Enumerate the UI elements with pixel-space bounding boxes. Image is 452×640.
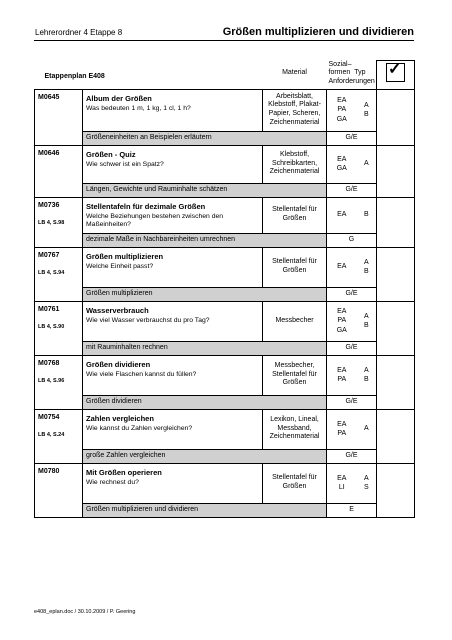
social-form: EA <box>337 308 347 316</box>
plan-goal-row <box>35 449 415 463</box>
done-cell <box>377 145 415 197</box>
plan-row <box>35 145 415 183</box>
social-form: EA <box>337 420 347 428</box>
requirement-level: G/E <box>327 395 377 409</box>
lesson-title: Stellentafeln für dezimale Größen <box>86 201 206 211</box>
module-code-cell <box>35 89 83 145</box>
social-form: EA <box>337 474 347 482</box>
header-course: Lehrerordner 4 Etappe 8 <box>35 28 123 37</box>
module-code-cell <box>35 463 83 517</box>
social-form: EA <box>337 97 347 105</box>
learning-goal: mit Rauminhalten rechnen <box>83 341 327 355</box>
social-forms-cell <box>327 409 357 449</box>
task-types-cell <box>357 247 377 287</box>
material-cell: Stellentafel für Größen <box>263 463 327 503</box>
requirement-level: E <box>327 503 377 517</box>
table-title-row <box>35 61 415 90</box>
plan-goal-row <box>35 503 415 517</box>
material-heading: Material <box>282 68 307 76</box>
module-code-cell <box>35 409 83 463</box>
task-types-cell <box>357 301 377 341</box>
lesson-question: Wie viel Wasser verbrauchst du pro Tag? <box>86 316 210 324</box>
requirement-level: G/E <box>327 131 377 145</box>
plan-goal-row <box>35 183 415 197</box>
task-types-cell <box>357 355 377 395</box>
learning-goal: dezimale Maße in Nachbareinheiten umrechnen <box>83 233 327 247</box>
material-cell: Lexikon, Lineal, Messband, Zeichenmaterial <box>263 409 327 449</box>
social-form: GA <box>336 326 347 334</box>
task-type: B <box>363 211 369 219</box>
requirement-level: G <box>327 233 377 247</box>
lesson-cell <box>83 89 263 131</box>
textbook-ref: LB 4, S.98 <box>38 220 65 227</box>
task-type: A <box>363 474 369 482</box>
social-form: EA <box>337 155 347 163</box>
plan-row <box>35 409 415 449</box>
plan-goal-row <box>35 287 415 301</box>
lesson-cell <box>83 145 263 183</box>
social-form: PA <box>337 317 347 325</box>
social-forms-cell <box>327 463 357 503</box>
footer-docinfo: e408_eplan.doc / 30.10.2009 / P. Geering <box>34 609 136 615</box>
done-cell <box>377 409 415 463</box>
task-type: A <box>363 312 369 320</box>
textbook-ref: LB 4, S.96 <box>38 378 65 385</box>
learning-goal: Größen dividieren <box>83 395 327 409</box>
lesson-cell <box>83 355 263 395</box>
social-form: PA <box>337 430 347 437</box>
soz-heading-line1: Sozial– <box>328 60 352 68</box>
done-cell <box>377 247 415 301</box>
social-form: EA <box>337 211 347 219</box>
social-forms-cell <box>327 145 357 183</box>
stage-plan-table <box>34 60 415 518</box>
lesson-title: Mit Größen operieren <box>86 467 162 477</box>
typ-heading: Typ <box>354 69 366 77</box>
task-types-cell <box>357 89 377 131</box>
lesson-question: Welche Einheit passt? <box>86 262 154 270</box>
textbook-ref: LB 4, S.24 <box>38 432 65 439</box>
lesson-question: Was bedeuten 1 m, 1 kg, 1 cl, 1 h? <box>86 104 191 112</box>
lesson-question: Welche Beziehungen bestehen zwischen den Maßeinheiten? <box>86 212 224 229</box>
learning-goal: Größeneinheiten an Beispielen erläutern <box>83 131 327 145</box>
task-type: B <box>363 376 369 383</box>
material-cell: Stellentafel für Größen <box>263 197 327 233</box>
material-cell: Messbecher, Stellentafel für Größen <box>263 355 327 395</box>
task-type: B <box>363 268 369 275</box>
module-code: M0645 <box>38 93 60 101</box>
done-cell <box>377 301 415 355</box>
task-type: B <box>363 111 369 118</box>
material-cell: Arbeitsblatt, Klebstoff, Plakat-Papier, Scheren, Zeichenmaterial <box>263 89 327 131</box>
learning-goal: große Zahlen vergleichen <box>83 449 327 463</box>
lesson-question: Wie rechnest du? <box>86 478 139 486</box>
module-code-cell <box>35 355 83 409</box>
lesson-question: Wie viele Flaschen kannst du füllen? <box>86 370 197 378</box>
done-cell <box>377 197 415 247</box>
social-form: GA <box>336 115 347 123</box>
header-rule <box>34 40 414 41</box>
social-form: GA <box>336 165 347 172</box>
lesson-title: Wasserverbrauch <box>86 305 149 315</box>
social-forms-cell <box>327 197 357 233</box>
textbook-ref: LB 4, S.94 <box>38 270 65 277</box>
lesson-question: Wie schwer ist ein Spatz? <box>86 160 164 168</box>
lesson-cell <box>83 301 263 341</box>
header-topic: Größen multiplizieren und dividieren <box>222 26 414 38</box>
social-forms-cell <box>327 89 357 131</box>
checkmark-icon: ✓ <box>388 61 402 79</box>
social-form: PA <box>337 376 347 383</box>
task-types-cell <box>357 463 377 503</box>
task-types-cell <box>357 197 377 233</box>
lesson-cell <box>83 247 263 287</box>
social-forms-cell <box>327 355 357 395</box>
task-type: S <box>363 484 369 491</box>
check-cell <box>377 61 415 90</box>
module-code: M0780 <box>38 467 60 475</box>
requirement-level: G/E <box>327 341 377 355</box>
plan-row <box>35 355 415 395</box>
task-type: A <box>363 160 369 168</box>
plan-goal-row <box>35 341 415 355</box>
textbook-ref: LB 4, S.90 <box>38 324 65 331</box>
learning-goal: Längen, Gewichte und Rauminhalte schätzen <box>83 183 327 197</box>
social-forms-cell <box>327 247 357 287</box>
checkbox-icon <box>386 63 405 82</box>
requirement-level: G/E <box>327 449 377 463</box>
lesson-title: Größen multiplizieren <box>86 251 164 261</box>
soz-heading-line2: formen <box>328 69 351 77</box>
social-form: EA <box>337 263 347 271</box>
soz-typ-heading <box>327 61 377 90</box>
task-types-cell <box>357 409 377 449</box>
social-form: EA <box>337 366 347 374</box>
lesson-cell <box>83 409 263 449</box>
module-code-cell <box>35 145 83 197</box>
requirement-level: G/E <box>327 183 377 197</box>
done-cell <box>377 89 415 145</box>
task-type: A <box>363 258 369 266</box>
module-code-cell <box>35 247 83 301</box>
lesson-question: Wie kannst du Zahlen vergleichen? <box>86 424 193 432</box>
lesson-title: Zahlen vergleichen <box>86 413 154 423</box>
plan-row <box>35 301 415 341</box>
plan-row <box>35 247 415 287</box>
anforderungen-heading: Anforderungen <box>328 78 375 85</box>
task-type: A <box>363 366 369 374</box>
module-code: M0736 <box>38 201 60 209</box>
learning-goal: Größen multiplizieren und dividieren <box>83 503 327 517</box>
lesson-title: Größen dividieren <box>86 359 151 369</box>
task-types-cell <box>357 145 377 183</box>
plan-row <box>35 197 415 233</box>
done-cell <box>377 355 415 409</box>
lesson-title: Größen - Quiz <box>86 149 136 159</box>
plan-goal-row <box>35 233 415 247</box>
material-cell: Stellentafel für Größen <box>263 247 327 287</box>
module-code-cell <box>35 197 83 247</box>
material-cell: Klebstoff, Schreibkarten, Zeichenmaterial <box>263 145 327 183</box>
plan-title: Etappenplan E408 <box>44 73 105 81</box>
done-cell <box>377 463 415 517</box>
plan-goal-row <box>35 131 415 145</box>
module-code: M0754 <box>38 413 60 421</box>
learning-goal: Größen multiplizieren <box>83 287 327 301</box>
module-code: M0761 <box>38 305 60 313</box>
module-code: M0646 <box>38 149 60 157</box>
social-forms-cell <box>327 301 357 341</box>
lesson-cell <box>83 463 263 503</box>
plan-goal-row <box>35 395 415 409</box>
module-code: M0767 <box>38 251 60 259</box>
module-code-cell <box>35 301 83 355</box>
social-form: LI <box>338 484 345 491</box>
material-cell: Messbecher <box>263 301 327 341</box>
plan-row <box>35 463 415 503</box>
plan-row <box>35 89 415 131</box>
social-form: PA <box>337 106 347 114</box>
task-type: A <box>363 101 369 109</box>
module-code: M0768 <box>38 359 60 367</box>
requirement-level: G/E <box>327 287 377 301</box>
lesson-cell <box>83 197 263 233</box>
task-type: A <box>363 425 369 433</box>
task-type: B <box>363 322 369 329</box>
lesson-title: Album der Größen <box>86 93 152 103</box>
